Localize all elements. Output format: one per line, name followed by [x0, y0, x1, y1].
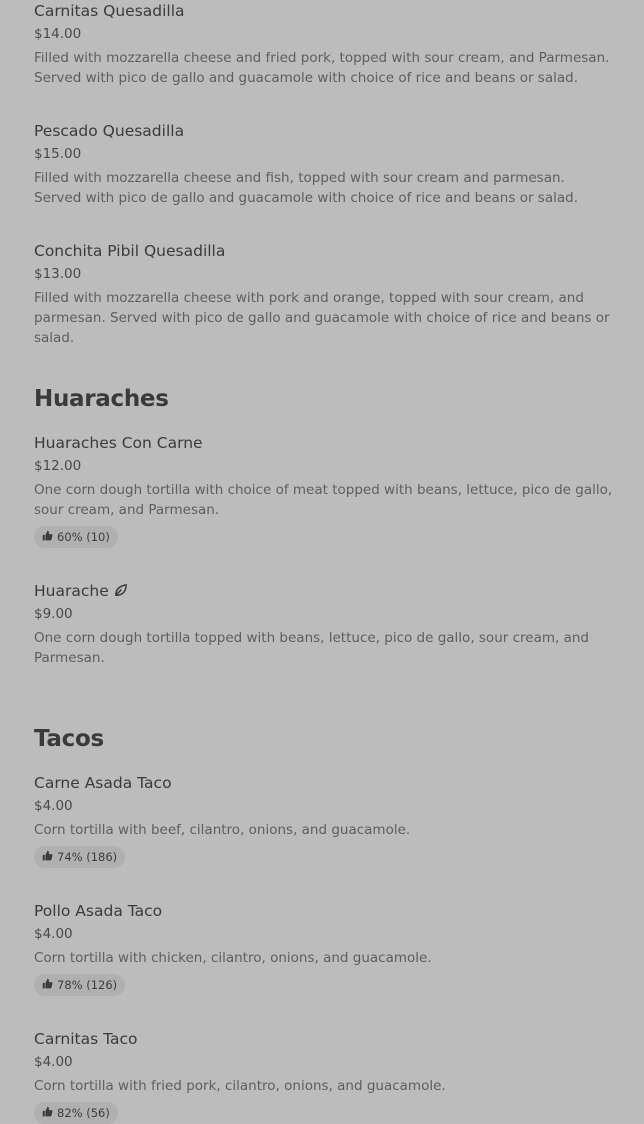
thumbs-up-icon	[42, 978, 53, 992]
menu-item[interactable]	[34, 900, 616, 996]
section-title-huaraches: Huaraches	[34, 386, 169, 412]
rating-badge	[34, 1102, 118, 1124]
item-price: $4.00	[34, 1054, 73, 1070]
leaf-icon	[113, 582, 128, 604]
item-price: $4.00	[34, 798, 73, 814]
item-name: Huaraches Con Carne	[34, 434, 203, 452]
menu-item[interactable]	[34, 432, 616, 548]
menu-item[interactable]	[34, 1028, 616, 1124]
item-name: Pollo Asada Taco	[34, 902, 163, 920]
item-description: Corn tortilla with beef, cilantro, onions, and guacamole.	[34, 822, 411, 838]
thumbs-up-icon	[42, 850, 53, 864]
item-description: Corn tortilla with fried pork, cilantro, onions, and guacamole.	[34, 1078, 446, 1094]
item-description: One corn dough tortilla topped with beans, lettuce, pico de gallo, sour cream, and Parmesan.	[34, 630, 589, 666]
item-name: Pescado Quesadilla	[34, 122, 185, 140]
item-name: Carne Asada Taco	[34, 774, 172, 792]
item-name: Huarache	[34, 582, 109, 600]
rating-text: 78% (126)	[57, 978, 118, 992]
item-name: Carnitas Quesadilla	[34, 2, 185, 20]
item-price: $15.00	[34, 146, 82, 162]
item-price: $14.00	[34, 26, 82, 42]
rating-text: 82% (56)	[57, 1106, 110, 1120]
item-name: Carnitas Taco	[34, 1030, 138, 1048]
menu-item[interactable]	[34, 0, 616, 88]
menu-item[interactable]	[34, 580, 616, 668]
item-description: Filled with mozzarella cheese and fish, topped with sour cream and parmesan. Served with pico de gallo and guacamole with choice of rice and beans or salad.	[34, 170, 578, 206]
item-description: Filled with mozzarella cheese with pork and orange, topped with sour cream, and parmesan. Served with pico de gallo and guacamole with choice of rice and beans or salad.	[34, 290, 610, 346]
section-title-tacos: Tacos	[34, 726, 104, 752]
item-name: Conchita Pibil Quesadilla	[34, 242, 226, 260]
thumbs-up-icon	[42, 530, 53, 544]
rating-text: 74% (186)	[57, 850, 118, 864]
item-price: $13.00	[34, 266, 82, 282]
menu-item[interactable]	[34, 240, 616, 348]
item-description: One corn dough tortilla with choice of meat topped with beans, lettuce, pico de gallo, sour cream, and Parmesan.	[34, 482, 613, 518]
item-price: $9.00	[34, 606, 73, 622]
menu-item[interactable]	[34, 772, 616, 868]
rating-badge	[34, 846, 125, 868]
thumbs-up-icon	[42, 1106, 53, 1120]
rating-badge	[34, 526, 118, 548]
rating-badge	[34, 974, 125, 996]
item-name-row	[34, 580, 616, 602]
rating-text: 60% (10)	[57, 530, 110, 544]
item-price: $4.00	[34, 926, 73, 942]
menu-item[interactable]	[34, 120, 616, 208]
item-description: Filled with mozzarella cheese and fried pork, topped with sour cream, and Parmesan. Served with pico de gallo and guacamole with choice of rice and beans or salad.	[34, 50, 610, 86]
item-description: Corn tortilla with chicken, cilantro, onions, and guacamole.	[34, 950, 432, 966]
item-price: $12.00	[34, 458, 82, 474]
